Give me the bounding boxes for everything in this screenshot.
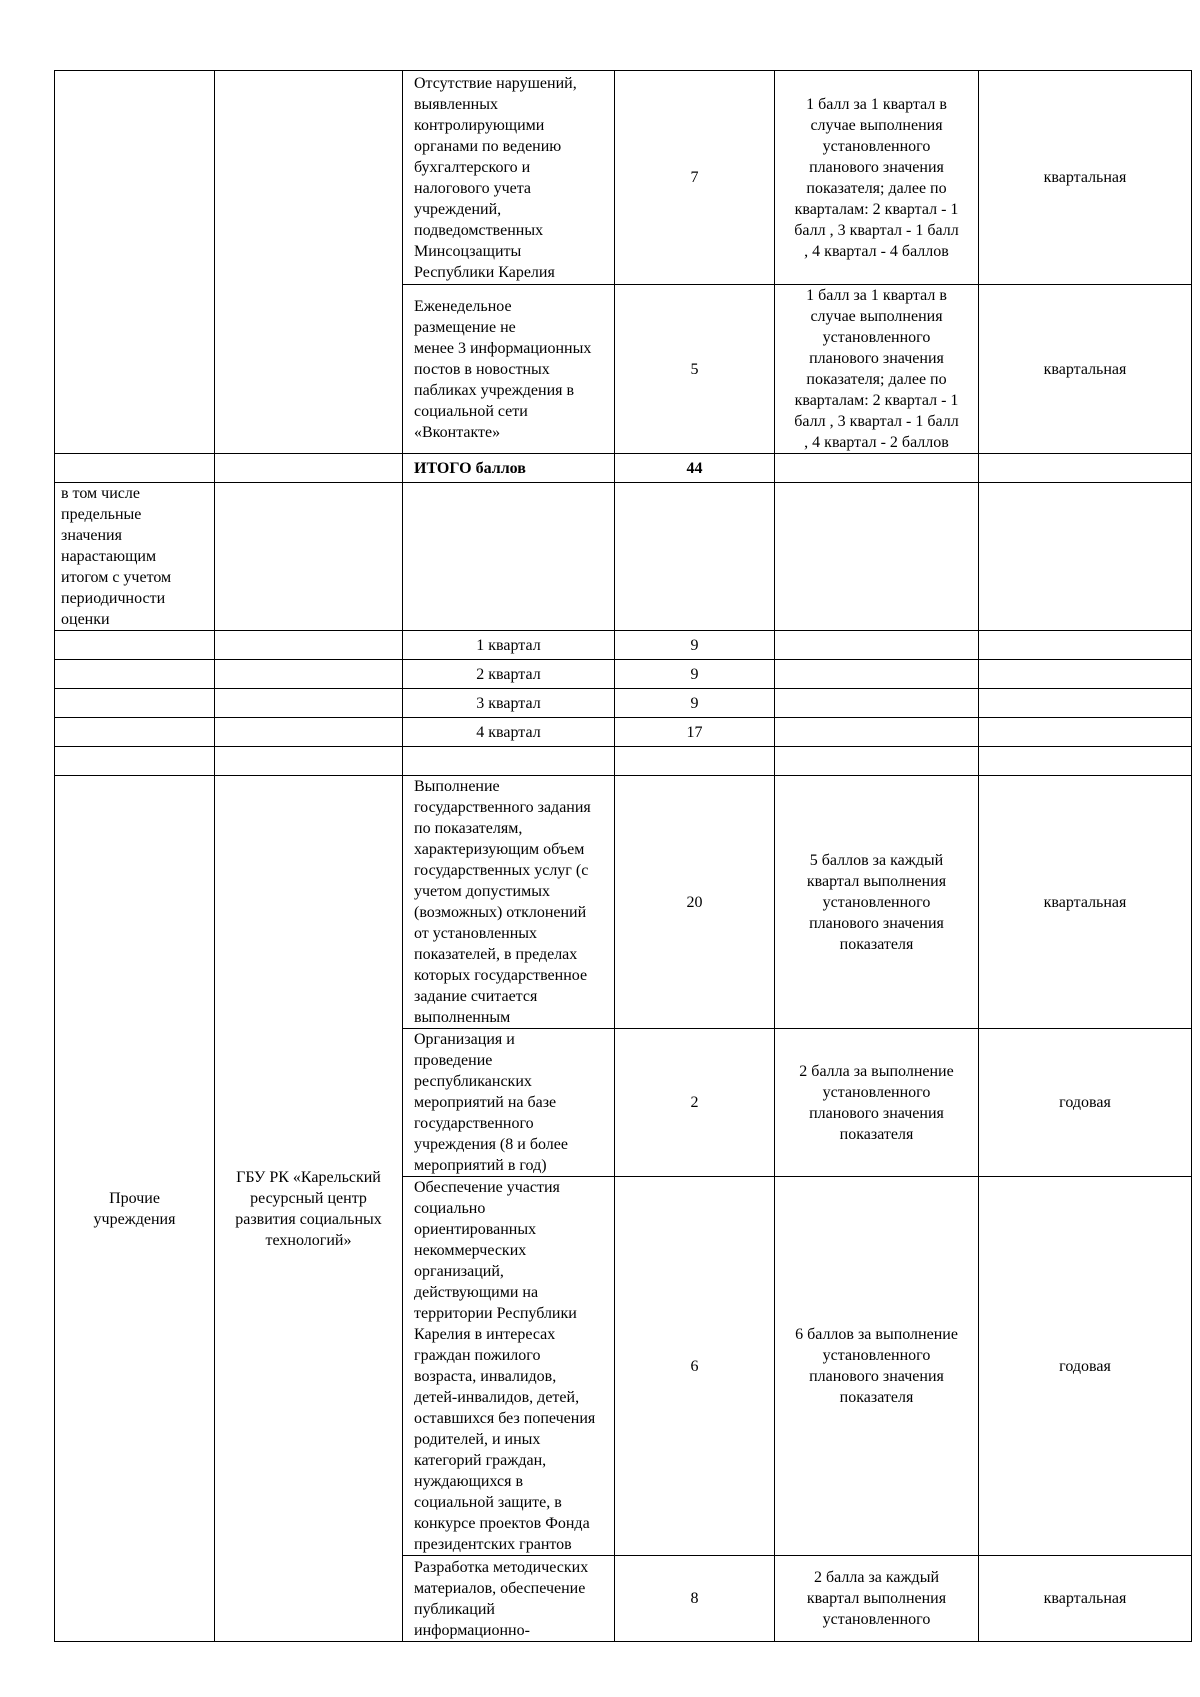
criteria-table	[54, 70, 1192, 1642]
institution-cell: ГБУ РК «Карельский ресурсный центр развития социальных технологий»	[215, 776, 403, 1642]
indicator-cell: Еженедельное размещение не менее 3 информационных постов в новостных пабликах учреждения в социальной сети «Вконтакте»	[403, 285, 615, 454]
empty-cell	[979, 454, 1192, 483]
empty-cell	[775, 718, 979, 747]
empty-cell	[215, 747, 403, 776]
quarter-value: 9	[615, 631, 775, 660]
empty-cell	[775, 454, 979, 483]
indicator-cell: Разработка методических материалов, обеспечение публикаций информационно-	[403, 1556, 615, 1642]
empty-cell	[403, 483, 615, 631]
quarter-label: 1 квартал	[403, 631, 615, 660]
empty-cell	[55, 631, 215, 660]
empty-cell	[403, 747, 615, 776]
empty-cell	[215, 454, 403, 483]
empty-cell	[55, 689, 215, 718]
empty-cell	[215, 689, 403, 718]
quarter-row	[55, 689, 1192, 718]
empty-cell	[615, 747, 775, 776]
points-cell: 6	[615, 1177, 775, 1556]
total-row	[55, 454, 1192, 483]
quarter-value: 9	[615, 660, 775, 689]
empty-row	[55, 747, 1192, 776]
empty-cell	[215, 631, 403, 660]
indicator-cell: Обеспечение участия социально ориентированных некоммерческих организаций, действующими на территории Республики Карелия в интересах граждан пожилого возраста, инвалидов, детей-инвалидов, детей, оставшихся без попечения родителей, и иных категорий граждан, нуждающихся в социальной защите, в конкурсе проектов Фонда президентских грантов	[403, 1177, 615, 1556]
total-value: 44	[615, 454, 775, 483]
period-cell: квартальная	[979, 776, 1192, 1029]
quarter-label: 3 квартал	[403, 689, 615, 718]
empty-cell	[775, 660, 979, 689]
empty-cell	[55, 454, 215, 483]
method-cell: 6 баллов за выполнение установленного планового значения показателя	[775, 1177, 979, 1556]
quarter-label: 4 квартал	[403, 718, 615, 747]
quarter-value: 17	[615, 718, 775, 747]
category-cell: Прочие учреждения	[55, 776, 215, 1642]
empty-cell	[615, 483, 775, 631]
empty-cell	[775, 747, 979, 776]
quarter-row	[55, 660, 1192, 689]
empty-cell	[979, 660, 1192, 689]
empty-cell	[215, 660, 403, 689]
points-cell: 7	[615, 71, 775, 285]
indicator-cell: Организация и проведение республиканских мероприятий на базе государственного учреждения (8 и более мероприятий в год)	[403, 1029, 615, 1177]
indicator-cell: Выполнение государственного задания по показателям, характеризующим объем государственных услуг (с учетом допустимых (возможных) отклонений от установленных показателей, в пределах которых государственное задание считается выполненным	[403, 776, 615, 1029]
method-cell: 2 балла за выполнение установленного планового значения показателя	[775, 1029, 979, 1177]
period-cell: квартальная	[979, 71, 1192, 285]
empty-cell	[775, 631, 979, 660]
category-cell	[55, 71, 215, 454]
table-row	[55, 776, 1192, 1029]
empty-cell	[979, 483, 1192, 631]
empty-cell	[775, 483, 979, 631]
period-cell: квартальная	[979, 285, 1192, 454]
empty-cell	[215, 718, 403, 747]
period-cell: годовая	[979, 1177, 1192, 1556]
empty-cell	[979, 631, 1192, 660]
period-cell: годовая	[979, 1029, 1192, 1177]
method-cell: 2 балла за каждый квартал выполнения установленного	[775, 1556, 979, 1642]
quarter-label: 2 квартал	[403, 660, 615, 689]
institution-cell	[215, 71, 403, 454]
method-cell: 5 баллов за каждый квартал выполнения установленного планового значения показателя	[775, 776, 979, 1029]
empty-cell	[979, 689, 1192, 718]
empty-cell	[979, 718, 1192, 747]
total-label: ИТОГО баллов	[403, 454, 615, 483]
indicator-cell: Отсутствие нарушений, выявленных контролирующими органами по ведению бухгалтерского и налогового учета учреждений, подведомственных Минсоцзащиты Республики Карелия	[403, 71, 615, 285]
empty-cell	[775, 689, 979, 718]
quarter-value: 9	[615, 689, 775, 718]
empty-cell	[979, 747, 1192, 776]
empty-cell	[55, 747, 215, 776]
empty-cell	[55, 718, 215, 747]
empty-cell	[215, 483, 403, 631]
cumulative-label: в том числе предельные значения нарастающим итогом с учетом периодичности оценки	[55, 483, 215, 631]
points-cell: 20	[615, 776, 775, 1029]
quarter-row	[55, 718, 1192, 747]
period-cell: квартальная	[979, 1556, 1192, 1642]
table-row	[55, 71, 1192, 285]
points-cell: 2	[615, 1029, 775, 1177]
cumulative-row	[55, 483, 1192, 631]
empty-cell	[55, 660, 215, 689]
points-cell: 8	[615, 1556, 775, 1642]
points-cell: 5	[615, 285, 775, 454]
method-cell: 1 балл за 1 квартал в случае выполнения установленного планового значения показателя; далее по кварталам: 2 квартал - 1 балл , 3 квартал - 1 балл , 4 квартал - 4 баллов	[775, 71, 979, 285]
quarter-row	[55, 631, 1192, 660]
method-cell: 1 балл за 1 квартал в случае выполнения установленного планового значения показателя; далее по кварталам: 2 квартал - 1 балл , 3 квартал - 1 балл , 4 квартал - 2 баллов	[775, 285, 979, 454]
